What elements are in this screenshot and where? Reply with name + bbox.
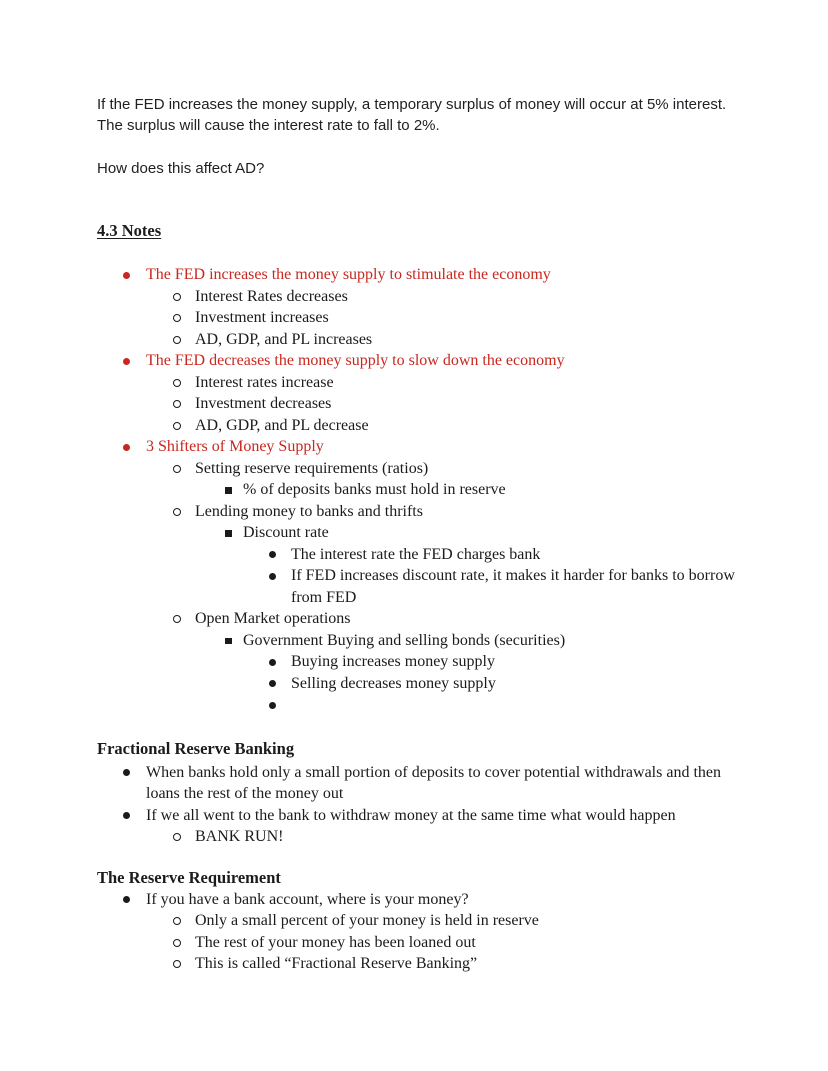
list-item-text: Investment increases (195, 309, 329, 326)
reserve-heading: The Reserve Requirement (97, 867, 281, 887)
list-item-text: 3 Shifters of Money Supply (146, 438, 324, 455)
bullet-disc-icon (269, 702, 276, 709)
bullet-circle-icon (173, 960, 181, 968)
list-item (97, 479, 745, 501)
list-item-text: When banks hold only a small portion of deposits to cover potential withdrawals and then loans the rest of the money out (146, 763, 721, 802)
list-item-text: Interest rates increase (195, 373, 334, 391)
list-item (97, 544, 745, 566)
list-item-text: This is called “Fractional Reserve Banking” (195, 955, 478, 972)
bullet-square-icon (225, 530, 232, 537)
list-item (97, 953, 745, 975)
bullet-square-icon (225, 638, 232, 645)
list-item-text: % of deposits banks must hold in reserve (243, 481, 506, 498)
bullet-disc-icon (123, 812, 130, 819)
list-item (97, 329, 745, 351)
intro-sentence-1: If the FED increases the money supply, a temporary surplus of money will occur at 5% interest. (97, 96, 727, 113)
bullet-disc-icon (269, 659, 276, 666)
fractional-heading: Fractional Reserve Banking (97, 738, 295, 758)
bullet-disc-icon (123, 358, 130, 365)
list-item (97, 630, 745, 652)
list-item (97, 436, 745, 458)
bullet-circle-icon (173, 293, 181, 301)
bullet-circle-icon (173, 508, 181, 516)
fractional-list (97, 762, 745, 848)
list-item-text: The interest rate the FED charges bank (291, 545, 541, 563)
list-item (97, 286, 745, 308)
bullet-circle-icon (173, 833, 181, 841)
bullet-circle-icon (173, 400, 181, 408)
bullet-circle-icon (173, 465, 181, 473)
bullet-disc-icon (269, 573, 276, 580)
bullet-disc-icon (269, 680, 276, 687)
list-item (97, 565, 745, 608)
bullet-square-icon (225, 487, 232, 494)
list-item-text: BANK RUN! (195, 828, 284, 845)
list-item-text: If you have a bank account, where is your money? (146, 890, 469, 908)
page-content (97, 0, 745, 975)
list-item (97, 694, 745, 716)
list-item-text: Selling decreases money supply (291, 674, 496, 692)
bullet-disc-icon (123, 769, 130, 776)
list-item (97, 522, 745, 544)
list-item-text: Buying increases money supply (291, 653, 495, 670)
list-item-text: AD, GDP, and PL decrease (195, 416, 369, 434)
list-item (97, 805, 745, 827)
list-item (97, 393, 745, 415)
bullet-circle-icon (173, 939, 181, 947)
bullet-circle-icon (173, 379, 181, 387)
list-item (97, 501, 745, 523)
question-text: How does this affect AD? (97, 160, 265, 177)
list-item (97, 826, 745, 848)
list-item-text: If FED increases discount rate, it makes it harder for banks to borrow from FED (291, 567, 735, 606)
list-item-text: Only a small percent of your money is held in reserve (195, 912, 539, 929)
list-item (97, 889, 745, 911)
bullet-circle-icon (173, 917, 181, 925)
notes-list (97, 264, 745, 716)
bullet-disc-icon (123, 444, 130, 451)
list-item-text: Discount rate (243, 524, 329, 541)
list-item-text: Open Market operations (195, 610, 351, 627)
list-item (97, 350, 745, 372)
bullet-disc-icon (123, 896, 130, 903)
list-item (97, 762, 745, 805)
intro-paragraph (97, 0, 745, 136)
intro-sentence-2: The surplus will cause the interest rate to fall to 2%. (97, 117, 440, 134)
bullet-disc-icon (269, 551, 276, 558)
list-item (97, 264, 745, 286)
bullet-circle-icon (173, 615, 181, 623)
list-item-text: The FED increases the money supply to stimulate the economy (146, 266, 551, 283)
bullet-circle-icon (173, 314, 181, 322)
list-item-text: Investment decreases (195, 395, 332, 412)
list-item (97, 372, 745, 394)
list-item (97, 307, 745, 329)
bullet-disc-icon (123, 272, 130, 279)
reserve-list (97, 889, 745, 975)
list-item-text: Lending money to banks and thrifts (195, 502, 423, 520)
list-item (97, 608, 745, 630)
list-item (97, 910, 745, 932)
bullet-circle-icon (173, 336, 181, 344)
list-item-text: The FED decreases the money supply to slow down the economy (146, 352, 565, 369)
list-item (97, 415, 745, 437)
list-item (97, 651, 745, 673)
list-item (97, 932, 745, 954)
notes-heading: 4.3 Notes (97, 221, 162, 240)
list-item (97, 458, 745, 480)
list-item (97, 673, 745, 695)
list-item-text: If we all went to the bank to withdraw money at the same time what would happen (146, 806, 676, 824)
list-item-text: Interest Rates decreases (195, 287, 348, 305)
list-item-text: Setting reserve requirements (ratios) (195, 459, 429, 477)
list-item-text: Government Buying and selling bonds (securities) (243, 631, 566, 649)
bullet-circle-icon (173, 422, 181, 430)
list-item-text: AD, GDP, and PL increases (195, 330, 373, 348)
list-item-text: The rest of your money has been loaned out (195, 933, 476, 951)
